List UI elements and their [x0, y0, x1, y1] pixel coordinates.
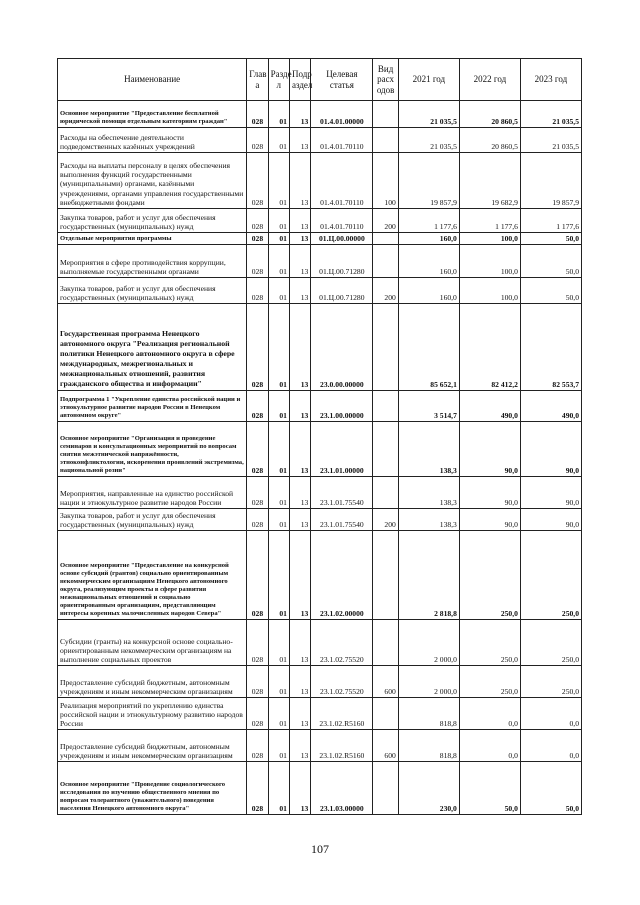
cell-vid: [373, 477, 398, 509]
cell-y2023: 0,0: [520, 730, 581, 762]
header-name: Наименование: [58, 59, 247, 101]
cell-y2022: 82 412,2: [459, 304, 520, 391]
cell-glava: 028: [247, 304, 268, 391]
cell-glava: 028: [247, 666, 268, 698]
cell-y2022: 250,0: [459, 620, 520, 666]
cell-target: 23.1.02.75520: [311, 620, 373, 666]
cell-glava: 028: [247, 245, 268, 278]
cell-y2022: 20 860,5: [459, 101, 520, 128]
table-row: [58, 477, 582, 509]
cell-vid: 200: [373, 278, 398, 304]
table-row: [58, 762, 582, 815]
cell-y2021: 21 035,5: [398, 101, 459, 128]
cell-name: Основное мероприятие "Предоставление на конкурсной основе субсидий (грантов) социально ориентированным некоммерческим организациям Ненецкого автономного округа, реализующим проекты в сфере развития межнациональных отношений и социально ориентированным организациям, представляющим интересы коренных малочисленных народов Севера": [58, 531, 247, 620]
cell-razdel: 01: [268, 233, 289, 245]
cell-razdel: 01: [268, 509, 289, 531]
cell-vid: [373, 422, 398, 477]
cell-name: Реализация мероприятий по укреплению единства российской нации и этнокультурному развитию народов России: [58, 698, 247, 730]
cell-podrazdel: 13: [289, 422, 310, 477]
cell-y2023: 21 035,5: [520, 128, 581, 153]
cell-podrazdel: 13: [289, 509, 310, 531]
cell-y2022: 490,0: [459, 391, 520, 422]
cell-razdel: 01: [268, 209, 289, 233]
cell-vid: [373, 531, 398, 620]
cell-podrazdel: 13: [289, 698, 310, 730]
cell-y2021: 818,8: [398, 730, 459, 762]
cell-glava: 028: [247, 531, 268, 620]
cell-target: 01.4.01.00000: [311, 101, 373, 128]
cell-razdel: 01: [268, 531, 289, 620]
budget-table: [57, 58, 582, 815]
cell-glava: 028: [247, 477, 268, 509]
cell-glava: 028: [247, 153, 268, 209]
cell-y2021: 160,0: [398, 278, 459, 304]
cell-y2023: 50,0: [520, 278, 581, 304]
cell-glava: 028: [247, 620, 268, 666]
cell-podrazdel: 13: [289, 245, 310, 278]
cell-razdel: 01: [268, 153, 289, 209]
cell-y2023: 19 857,9: [520, 153, 581, 209]
cell-y2022: 0,0: [459, 698, 520, 730]
cell-vid: [373, 304, 398, 391]
cell-vid: 600: [373, 666, 398, 698]
cell-y2023: 90,0: [520, 509, 581, 531]
cell-podrazdel: 13: [289, 531, 310, 620]
header-2022: 2022 год: [459, 59, 520, 101]
table-row: [58, 531, 582, 620]
cell-y2023: 50,0: [520, 233, 581, 245]
cell-y2023: 82 553,7: [520, 304, 581, 391]
cell-target: 23.1.02.R5160: [311, 730, 373, 762]
cell-target: 23.0.00.00000: [311, 304, 373, 391]
cell-y2022: 90,0: [459, 477, 520, 509]
table-row: [58, 730, 582, 762]
cell-target: 01.4.01.70110: [311, 128, 373, 153]
table-header-row: [58, 59, 582, 101]
cell-target: 23.1.00.00000: [311, 391, 373, 422]
header-target: Целевая статья: [311, 59, 373, 101]
cell-target: 01.Ц.00.00000: [311, 233, 373, 245]
cell-y2021: 2 000,0: [398, 620, 459, 666]
cell-y2021: 85 652,1: [398, 304, 459, 391]
cell-target: 23.1.03.00000: [311, 762, 373, 815]
cell-vid: [373, 101, 398, 128]
cell-target: 01.Ц.00.71280: [311, 278, 373, 304]
cell-y2022: 250,0: [459, 531, 520, 620]
cell-y2023: 21 035,5: [520, 101, 581, 128]
table-row: [58, 128, 582, 153]
cell-vid: 200: [373, 209, 398, 233]
cell-y2023: 0,0: [520, 698, 581, 730]
cell-razdel: 01: [268, 762, 289, 815]
cell-vid: [373, 620, 398, 666]
cell-name: Основное мероприятие "Проведение социологического исследования по изучению общественного мнения по вопросам толерантного (уважительного) поведения населения Ненецкого автономного округа": [58, 762, 247, 815]
cell-y2023: 50,0: [520, 245, 581, 278]
cell-glava: 028: [247, 698, 268, 730]
cell-name: Мероприятия, направленные на единство российской нации и этнокультурное развитие народов России: [58, 477, 247, 509]
cell-name: Закупка товаров, работ и услуг для обеспечения государственных (муниципальных) нужд: [58, 209, 247, 233]
cell-podrazdel: 13: [289, 730, 310, 762]
cell-vid: [373, 391, 398, 422]
cell-podrazdel: 13: [289, 666, 310, 698]
table-body: [58, 101, 582, 815]
cell-target: 01.4.01.70110: [311, 209, 373, 233]
cell-name: Закупка товаров, работ и услуг для обеспечения государственных (муниципальных) нужд: [58, 278, 247, 304]
cell-target: 23.1.02.75520: [311, 666, 373, 698]
cell-y2023: 250,0: [520, 666, 581, 698]
cell-y2021: 2 818,8: [398, 531, 459, 620]
cell-razdel: 01: [268, 666, 289, 698]
cell-name: Отдельные мероприятия программы: [58, 233, 247, 245]
table-row: [58, 233, 582, 245]
cell-y2021: 1 177,6: [398, 209, 459, 233]
cell-glava: 028: [247, 509, 268, 531]
cell-razdel: 01: [268, 620, 289, 666]
cell-y2021: 21 035,5: [398, 128, 459, 153]
cell-razdel: 01: [268, 730, 289, 762]
cell-glava: 028: [247, 278, 268, 304]
header-glava: Глав а: [247, 59, 268, 101]
cell-y2022: 50,0: [459, 762, 520, 815]
cell-y2021: 138,3: [398, 509, 459, 531]
cell-glava: 028: [247, 422, 268, 477]
cell-podrazdel: 13: [289, 101, 310, 128]
cell-podrazdel: 13: [289, 128, 310, 153]
cell-vid: 200: [373, 509, 398, 531]
table-row: [58, 304, 582, 391]
cell-razdel: 01: [268, 304, 289, 391]
cell-razdel: 01: [268, 391, 289, 422]
cell-name: Расходы на обеспечение деятельности подведомственных казённых учреждений: [58, 128, 247, 153]
cell-glava: 028: [247, 730, 268, 762]
cell-vid: [373, 245, 398, 278]
cell-y2023: 90,0: [520, 422, 581, 477]
cell-podrazdel: 13: [289, 620, 310, 666]
table-row: [58, 698, 582, 730]
header-2021: 2021 год: [398, 59, 459, 101]
cell-name: Мероприятия в сфере противодействия коррупции, выполняемые государственными органами: [58, 245, 247, 278]
cell-y2021: 160,0: [398, 233, 459, 245]
cell-vid: 600: [373, 730, 398, 762]
table-row: [58, 153, 582, 209]
cell-y2022: 0,0: [459, 730, 520, 762]
cell-y2021: 2 000,0: [398, 666, 459, 698]
cell-target: 23.1.01.75540: [311, 509, 373, 531]
table-row: [58, 509, 582, 531]
cell-razdel: 01: [268, 278, 289, 304]
cell-y2021: 19 857,9: [398, 153, 459, 209]
cell-vid: [373, 233, 398, 245]
budget-sheet: [57, 58, 582, 815]
cell-razdel: 01: [268, 422, 289, 477]
cell-y2023: 90,0: [520, 477, 581, 509]
cell-podrazdel: 13: [289, 304, 310, 391]
cell-y2021: 230,0: [398, 762, 459, 815]
cell-razdel: 01: [268, 698, 289, 730]
table-row: [58, 245, 582, 278]
cell-vid: [373, 128, 398, 153]
table-row: [58, 209, 582, 233]
cell-glava: 028: [247, 128, 268, 153]
cell-glava: 028: [247, 209, 268, 233]
cell-vid: [373, 698, 398, 730]
cell-podrazdel: 13: [289, 477, 310, 509]
cell-y2022: 20 860,5: [459, 128, 520, 153]
cell-razdel: 01: [268, 477, 289, 509]
header-vid: Вид расх одов: [373, 59, 398, 101]
cell-y2023: 50,0: [520, 762, 581, 815]
table-row: [58, 666, 582, 698]
cell-y2023: 1 177,6: [520, 209, 581, 233]
cell-y2022: 100,0: [459, 233, 520, 245]
header-podrazdel: Подр аздел: [289, 59, 310, 101]
cell-y2023: 250,0: [520, 620, 581, 666]
header-razdel: Разде л: [268, 59, 289, 101]
cell-name: Предоставление субсидий бюджетным, автономным учреждениям и иным некоммерческим организациям: [58, 730, 247, 762]
cell-podrazdel: 13: [289, 762, 310, 815]
table-row: [58, 620, 582, 666]
cell-name: Государственная программа Ненецкого автономного округа "Реализация региональной политики Ненецкого автономного округа в сфере международных, межрегиональных и межнациональных отношений, развития гражданского общества и информации": [58, 304, 247, 391]
cell-glava: 028: [247, 762, 268, 815]
cell-y2022: 250,0: [459, 666, 520, 698]
cell-name: Подпрограмма 1 "Укрепление единства российской нации и этнокультурное развитие народов России в Ненецком автономном округе": [58, 391, 247, 422]
cell-y2023: 250,0: [520, 531, 581, 620]
cell-razdel: 01: [268, 101, 289, 128]
cell-target: 23.1.02.R5160: [311, 698, 373, 730]
cell-y2021: 138,3: [398, 477, 459, 509]
page-number: 107: [311, 842, 329, 856]
table-row: [58, 391, 582, 422]
cell-glava: 028: [247, 391, 268, 422]
cell-podrazdel: 13: [289, 209, 310, 233]
cell-glava: 028: [247, 101, 268, 128]
cell-name: Основное мероприятие "Предоставление бесплатной юридической помощи отдельным категориям граждан": [58, 101, 247, 128]
cell-razdel: 01: [268, 245, 289, 278]
cell-y2023: 490,0: [520, 391, 581, 422]
cell-y2021: 818,8: [398, 698, 459, 730]
cell-y2021: 3 514,7: [398, 391, 459, 422]
cell-y2022: 1 177,6: [459, 209, 520, 233]
table-row: [58, 422, 582, 477]
cell-razdel: 01: [268, 128, 289, 153]
cell-name: Расходы на выплаты персоналу в целях обеспечения выполнения функций государственными (муниципальными) органами, казёнными учреждениями, органами управления государственными внебюджетными фондами: [58, 153, 247, 209]
cell-target: 01.4.01.70110: [311, 153, 373, 209]
cell-target: 23.1.01.00000: [311, 422, 373, 477]
cell-y2022: 90,0: [459, 509, 520, 531]
cell-podrazdel: 13: [289, 391, 310, 422]
cell-podrazdel: 13: [289, 233, 310, 245]
cell-y2022: 100,0: [459, 278, 520, 304]
table-row: [58, 101, 582, 128]
cell-target: 23.1.01.75540: [311, 477, 373, 509]
cell-target: 01.Ц.00.71280: [311, 245, 373, 278]
cell-podrazdel: 13: [289, 278, 310, 304]
cell-y2022: 19 682,9: [459, 153, 520, 209]
cell-vid: [373, 762, 398, 815]
cell-name: Субсидии (гранты) на конкурсной основе социально-ориентированным некоммерческим организациям на выполнение социальных проектов: [58, 620, 247, 666]
cell-target: 23.1.02.00000: [311, 531, 373, 620]
cell-name: Предоставление субсидий бюджетным, автономным учреждениям и иным некоммерческим организациям: [58, 666, 247, 698]
cell-y2022: 100,0: [459, 245, 520, 278]
cell-y2021: 138,3: [398, 422, 459, 477]
table-row: [58, 278, 582, 304]
cell-glava: 028: [247, 233, 268, 245]
cell-podrazdel: 13: [289, 153, 310, 209]
cell-y2021: 160,0: [398, 245, 459, 278]
header-2023: 2023 год: [520, 59, 581, 101]
cell-vid: 100: [373, 153, 398, 209]
cell-name: Закупка товаров, работ и услуг для обеспечения государственных (муниципальных) нужд: [58, 509, 247, 531]
cell-y2022: 90,0: [459, 422, 520, 477]
cell-name: Основное мероприятие "Организация и проведение семинаров и консультационных мероприятий по вопросам снятия межэтнической напряжённости, этноконфликтологии, искоренения проявлений экстремизма, национальной розни": [58, 422, 247, 477]
